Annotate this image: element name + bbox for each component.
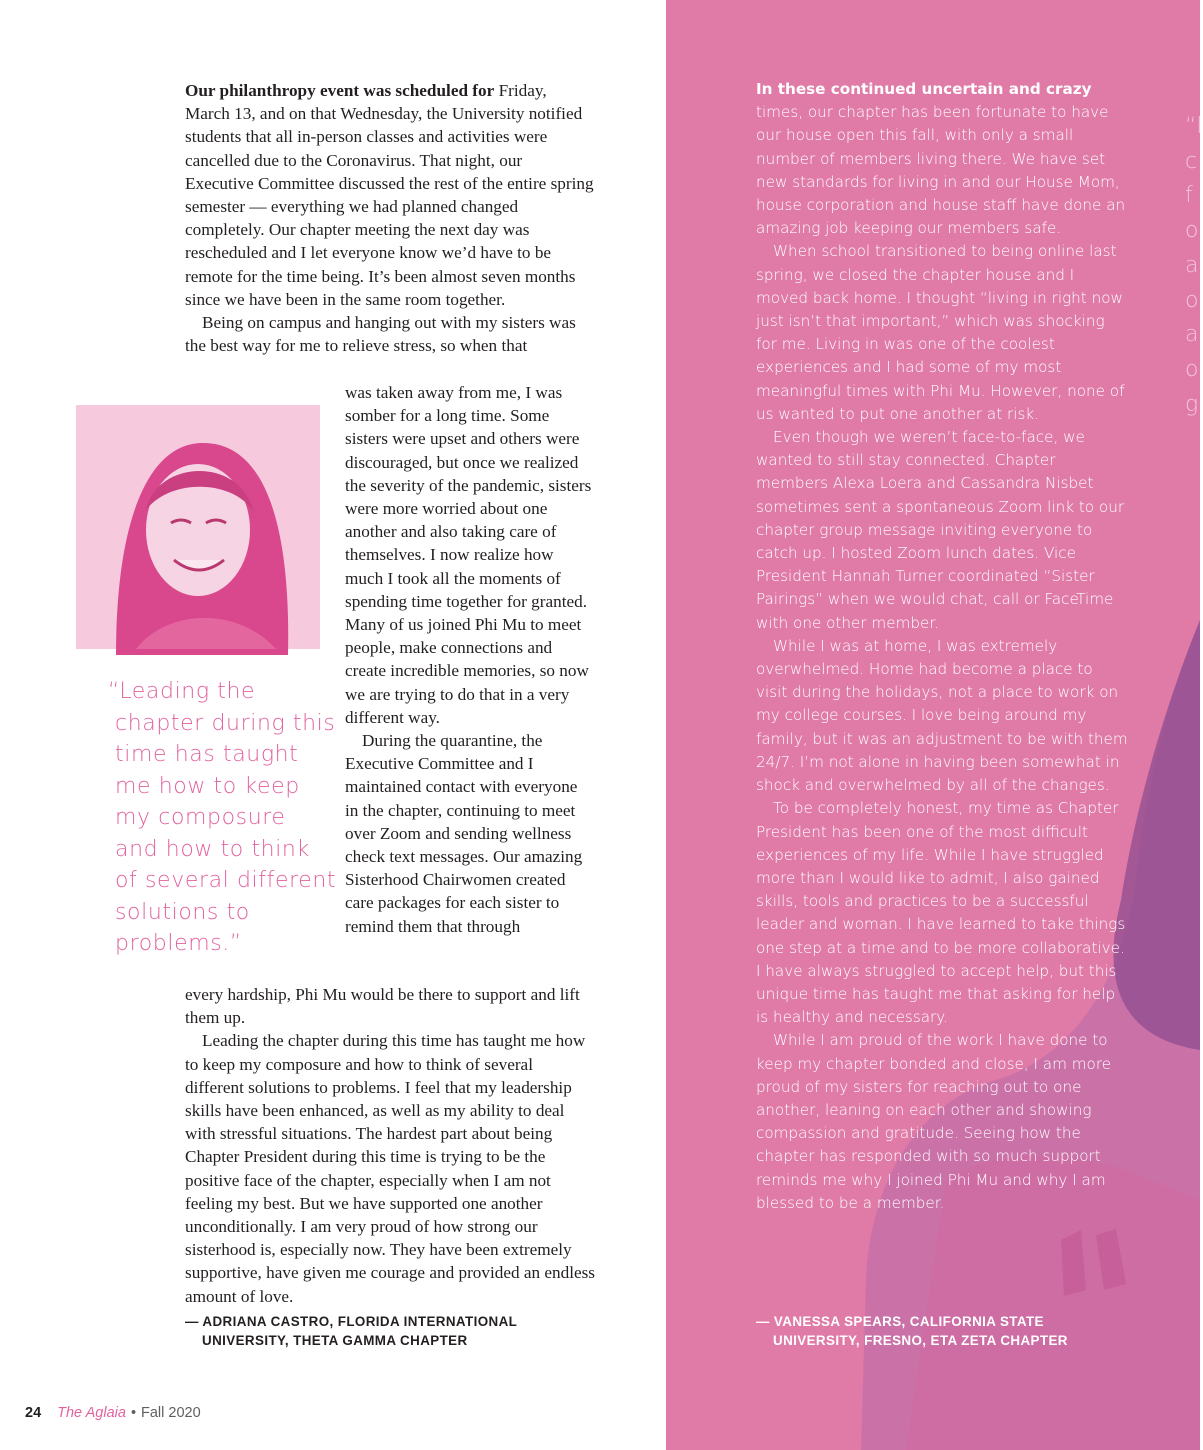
paragraph-3-start: During the quarantine, the Executive Committee and I maintained contact with everyone in the chapter, continuing to meet over Zoom and sending wellness check text messages. Our amazing Sisterhood Chairwomen created care packages for each sister to remind them that through: [345, 731, 583, 936]
attribution-line-2: UNIVERSITY, THETA GAMMA CHAPTER: [202, 1333, 468, 1348]
pull-quote-line: time has taught: [115, 742, 299, 767]
paragraph-2-start: Being on campus and hanging out with my sisters was the best way for me to relieve stress, so when that: [185, 313, 576, 356]
paragraph-3-continued: every hardship, Phi Mu would be there to support and lift them up.: [185, 985, 580, 1028]
lead-in-bold: In these continued uncertain and crazy: [756, 80, 1092, 98]
attribution-line-1: — VANESSA SPEARS, CALIFORNIA STATE: [756, 1314, 1044, 1329]
paragraph-1-text: times, our chapter has been fortunate to have our house open this fall, with only a small number of members living there. We have set new standards for living in and our House Mom, house corporation and house staff have done an amazing job keeping our members safe.: [756, 103, 1126, 238]
footer-separator: •: [130, 1405, 137, 1421]
cropped-quote-char: a: [1185, 252, 1199, 278]
story-block-bottom: [185, 983, 595, 1308]
paragraph-1: [756, 78, 1128, 240]
paragraph-5: To be completely honest, my time as Chapter President has been one of the most difficult experiences of my life. While I have struggled more than I would like to admit, I also gained skills, tools and practices to be a successful leader and woman. I have learned to take things one step at a time and to be more collaborative. I have always struggled to accept help, but this unique time has taught me that asking for help is healthy and necessary.: [756, 799, 1126, 1027]
cropped-quote-char: o: [1185, 287, 1199, 313]
paragraph-2-continued: was taken away from me, I was somber for a long time. Some sisters were upset and others were discouraged, but once we realized the severity of the pandemic, sisters were more worried about one another and also taking care of themselves. I now realize how much I took all the moments of spending time together for granted. Many of us joined Phi Mu to meet people, make connections and create incredible memories, so now we are trying to do that in a very different way.: [345, 383, 592, 727]
paragraph-3: Even though we weren’t face-to-face, we wanted to still stay connected. Chapter members Alexa Loera and Cassandra Nisbet sometimes sent a spontaneous Zoom link to our chapter group message inviting everyone to catch up. I hosted Zoom lunch dates. Vice President Hannah Turner coordinated “Sister Pairings” when we would chat, call or FaceTime with one other member.: [756, 428, 1125, 632]
right-column: [666, 0, 1203, 1450]
attribution-right: [756, 1312, 1176, 1350]
portrait-photo: [76, 405, 320, 649]
cropped-quote-char: a: [1185, 322, 1199, 348]
pull-quote-line: problems.”: [115, 931, 242, 956]
attribution-line-1: — ADRIANA CASTRO, FLORIDA INTERNATIONAL: [185, 1314, 518, 1329]
paragraph-1: [185, 79, 595, 311]
pull-quote: [108, 676, 338, 960]
page-footer: [25, 1405, 201, 1421]
paragraph-4: While I was at home, I was extremely overwhelmed. Home had become a place to visit during the holidays, not a place to work on my college courses. I love being around my family, but it was an adjustment to be with them 24/7. I’m not alone in having been somewhat in shock and overwhelmed by all of the changes.: [756, 636, 1128, 795]
attribution-line-2: UNIVERSITY, FRESNO, ETA ZETA CHAPTER: [773, 1333, 1068, 1348]
issue-label: Fall 2020: [141, 1405, 201, 1421]
pull-quote-line: me how to keep: [115, 773, 300, 799]
cropped-quote-char: “l: [1185, 114, 1203, 139]
paragraph-1-text: Friday, March 13, and on that Wednesday, the University notified students that all in-person classes and activities were cancelled due to the Coronavirus. That night, our Executive Committee discussed the rest of the entire spring semester — everything we had planned changed completely. Our chapter meeting the next day was rescheduled and I let everyone know we’d have to be remote for the time being. It’s been almost seven months since we have been in the same room together.: [185, 81, 594, 309]
lead-in-bold: Our philanthropy event was scheduled for: [185, 81, 495, 100]
cropped-quote-char: c: [1185, 148, 1198, 174]
attribution-left: [185, 1312, 605, 1350]
page-number: 24: [25, 1405, 42, 1421]
pull-quote-line: solutions to: [115, 899, 250, 925]
story-block-narrow: [345, 381, 595, 938]
story-right: [756, 78, 1128, 1215]
magazine-title: The Aglaia: [57, 1405, 126, 1421]
paragraph-4: Leading the chapter during this time has taught me how to keep my composure and how to think of several different solutions to problems. I feel that my leadership skills have been enhanced, as well as my ability to deal with stressful situations. The hardest part about being Chapter President during this time is trying to be the positive face of the chapter, especially when I am not feeling my best. But we have supported one another unconditionally. I am very proud of how strong our sisterhood is, especially now. They have been extremely supportive, have given me courage and provided an endless amount of love.: [185, 1031, 595, 1306]
pull-quote-line: “Leading the: [108, 679, 256, 704]
cropped-quote-char: o: [1185, 218, 1199, 244]
cropped-quote-char: f: [1185, 183, 1193, 209]
paragraph-2: When school transitioned to being online last spring, we closed the chapter house and I moved back home. I thought “living in right now just isn’t that important,” which was shocking for me. Living in was one of the coolest experiences and I had some of my most meaningful times with Phi Mu. However, none of us wanted to put one another at risk.: [756, 242, 1125, 423]
pull-quote-line: chapter during this: [115, 710, 336, 736]
cropped-quote-char: o: [1185, 356, 1199, 382]
pull-quote-line: my composure: [115, 805, 286, 830]
cropped-quote-char: g: [1185, 391, 1199, 417]
paragraph-6: While I am proud of the work I have done to keep my chapter bonded and close, I am more proud of my sisters for reaching out to one another, leaning on each other and showing compassion and gratitude. Seeing how the chapter has responded with so much support reminds me why I joined Phi Mu and why I am blessed to be a member.: [756, 1031, 1112, 1212]
pull-quote-line: and how to think: [115, 836, 310, 862]
cropped-pull-quote: [1185, 110, 1203, 422]
pull-quote-line: of several different: [115, 868, 337, 893]
story-block-top: [185, 79, 595, 357]
